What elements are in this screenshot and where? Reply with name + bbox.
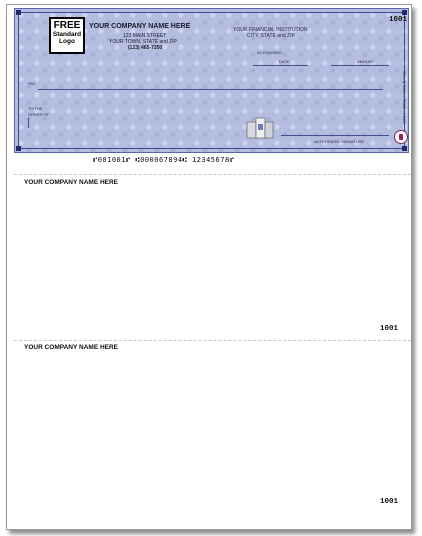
corner-mark — [16, 146, 21, 151]
amount-label: AMOUNT — [357, 59, 375, 64]
check-face — [14, 8, 409, 153]
stub-2-company-name: YOUR COMPANY NAME HERE — [24, 344, 119, 351]
company-name: YOUR COMPANY NAME HERE — [89, 23, 191, 30]
company-phone: (123) 465-7250 — [128, 45, 163, 51]
amount-line — [331, 65, 389, 66]
signature-line — [281, 135, 389, 136]
routing-fraction: 00-6789/0000 — [257, 50, 282, 55]
stub-1-check-number: 1001 — [380, 325, 399, 333]
to-the-label: TO THE — [28, 106, 43, 111]
pay-label: PAY — [28, 81, 36, 86]
check-number: 1001 — [389, 16, 408, 24]
order-of-label: ORDER OF — [28, 112, 50, 117]
company-street: 123 MAIN STREET — [123, 33, 167, 39]
security-badge-icon — [394, 130, 408, 144]
corner-mark — [16, 10, 21, 15]
signature-label: AUTHORIZED SIGNATURE — [314, 139, 365, 144]
check-sheet — [6, 4, 412, 530]
pay-line — [38, 89, 383, 90]
micr-line: ⑈001001⑈ ⑆000067894⑆ 12345678⑈ — [93, 156, 235, 164]
date-line — [253, 65, 308, 66]
security-lock-icon — [246, 116, 274, 140]
security-side-text: Security features. Details on back. — [402, 71, 406, 125]
bank-city: CITY, STATE and ZIP — [247, 33, 295, 39]
logo-free-text: FREE — [53, 20, 81, 31]
logo-line-1: Standard — [52, 31, 82, 38]
company-logo — [49, 17, 85, 54]
logo-line-2: Logo — [59, 38, 75, 45]
bank-name: YOUR FINANCIAL INSTITUTION — [233, 27, 308, 33]
company-city: YOUR TOWN, STATE and ZIP — [109, 39, 177, 45]
perforation-line — [14, 174, 411, 175]
stub-2-check-number: 1001 — [380, 498, 399, 506]
payee-bracket — [28, 118, 30, 128]
perforation-line — [14, 340, 411, 341]
stub-1-company-name: YOUR COMPANY NAME HERE — [24, 179, 119, 186]
date-label: DATE — [279, 59, 290, 64]
corner-mark — [402, 10, 407, 15]
corner-mark — [402, 146, 407, 151]
